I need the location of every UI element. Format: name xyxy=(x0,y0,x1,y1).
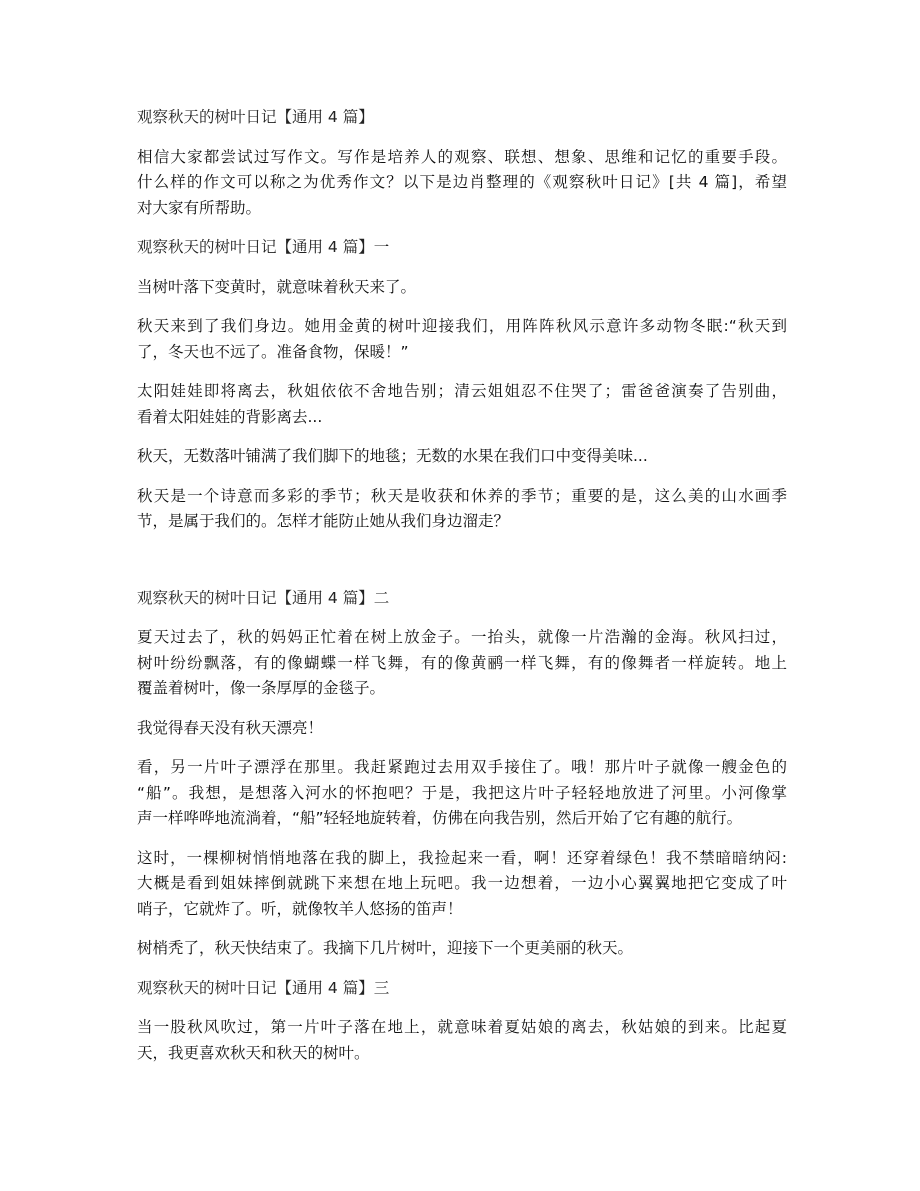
text-line: 相信大家都尝试过写作文。写作是培养人的观察、联想、想象、思维和记忆的重要手段。 xyxy=(137,147,787,166)
section-heading xyxy=(137,586,787,612)
body-paragraph xyxy=(137,936,787,962)
section-spacer xyxy=(137,549,787,586)
text-line: 秋天，无数落叶铺满了我们脚下的地毯；无数的水果在我们口中变得美味... xyxy=(137,447,648,465)
text-line: 天，我更喜欢秋天和秋天的树叶。 xyxy=(137,1043,370,1062)
text-line: 太阳娃娃即将离去，秋姐依依不舍地告别；清云姐姐忍不住哭了；雷爸爸演奏了告别曲， xyxy=(137,382,787,400)
title-text: 观察秋天的树叶日记【通用 4 篇】 xyxy=(137,108,374,126)
body-paragraph xyxy=(137,716,787,742)
body-paragraph xyxy=(137,314,787,365)
body-paragraph xyxy=(137,379,787,430)
section-heading-text: 观察秋天的树叶日记【通用 4 篇】一 xyxy=(137,238,390,256)
text-line: 对大家有所帮助。 xyxy=(137,198,262,217)
text-line: 当一股秋风吹过，第一片叶子落在地上，就意味着夏姑娘的离去，秋姑娘的到来。比起夏 xyxy=(137,1018,787,1036)
section-heading-text: 观察秋天的树叶日记【通用 4 篇】三 xyxy=(137,978,390,997)
text-line: 当树叶落下变黄时，就意味着秋天来了。 xyxy=(137,277,417,296)
body-paragraph xyxy=(137,484,787,535)
body-paragraph xyxy=(137,846,787,923)
text-line: 我觉得春天没有秋天漂亮！ xyxy=(137,718,324,737)
text-line: 声一样哗哗地流淌着，“船”轻轻地旋转着，仿佛在向我告别，然后开始了它有趣的航行。 xyxy=(137,809,743,827)
text-line: 秋天是一个诗意而多彩的季节；秋天是收获和休养的季节；重要的是，这么美的山水画季 xyxy=(137,486,787,505)
body-paragraph xyxy=(137,444,787,470)
body-paragraph xyxy=(137,755,787,832)
text-line: 覆盖着树叶，像一条厚厚的金毯子。 xyxy=(137,679,386,697)
document-title xyxy=(137,105,787,131)
body-paragraph xyxy=(137,1015,787,1066)
section-heading-text: 观察秋天的树叶日记【通用 4 篇】二 xyxy=(137,588,390,607)
body-paragraph xyxy=(137,275,787,301)
text-line: 夏天过去了，秋的妈妈正忙着在树上放金子。一抬头，就像一片浩瀚的金海。秋风扫过， xyxy=(137,628,787,646)
intro-paragraph xyxy=(137,145,787,222)
text-line: 这时，一棵柳树悄悄地落在我的脚上，我捡起来一看，啊！还穿着绿色！我不禁暗暗纳闷: xyxy=(137,848,787,867)
text-line: 树梢秃了，秋天快结束了。我摘下几片树叶，迎接下一个更美丽的秋天。 xyxy=(137,939,634,957)
section-heading xyxy=(137,235,787,261)
text-line: 看，另一片叶子漂浮在那里。我赶紧跑过去用双手接住了。哦！那片叶子就像一艘金色的 xyxy=(137,758,787,776)
text-line: 秋天来到了我们身边。她用金黄的树叶迎接我们，用阵阵秋风示意许多动物冬眠:“秋天到 xyxy=(137,317,787,335)
text-line: 哨子，它就炸了。听，就像牧羊人悠扬的笛声！ xyxy=(137,899,463,918)
sections xyxy=(137,235,787,1066)
text-line: 大概是看到姐妹摔倒就跳下来想在地上玩吧。我一边想着，一边小心翼翼地把它变成了叶 xyxy=(137,874,787,892)
text-line: 了，冬天也不远了。准备食物，保暖！” xyxy=(137,342,409,361)
text-line: “船”。我想，是想落入河水的怀抱吧？于是，我把这片叶子轻轻地放进了河里。小河像掌 xyxy=(137,783,787,802)
text-line: 看着太阳娃娃的背影离去... xyxy=(137,407,323,426)
text-line: 什么样的作文可以称之为优秀作文？以下是边肖整理的《观察秋叶日记》[共 4 篇]，希望 xyxy=(137,173,787,191)
text-line: 树叶纷纷飘落，有的像蝴蝶一样飞舞，有的像黄鹂一样飞舞，有的像舞者一样旋转。地上 xyxy=(137,653,787,672)
document-page xyxy=(137,105,787,1080)
section-heading xyxy=(137,976,787,1002)
body-paragraph xyxy=(137,625,787,702)
text-line: 节，是属于我们的。怎样才能防止她从我们身边溜走？ xyxy=(137,512,510,530)
